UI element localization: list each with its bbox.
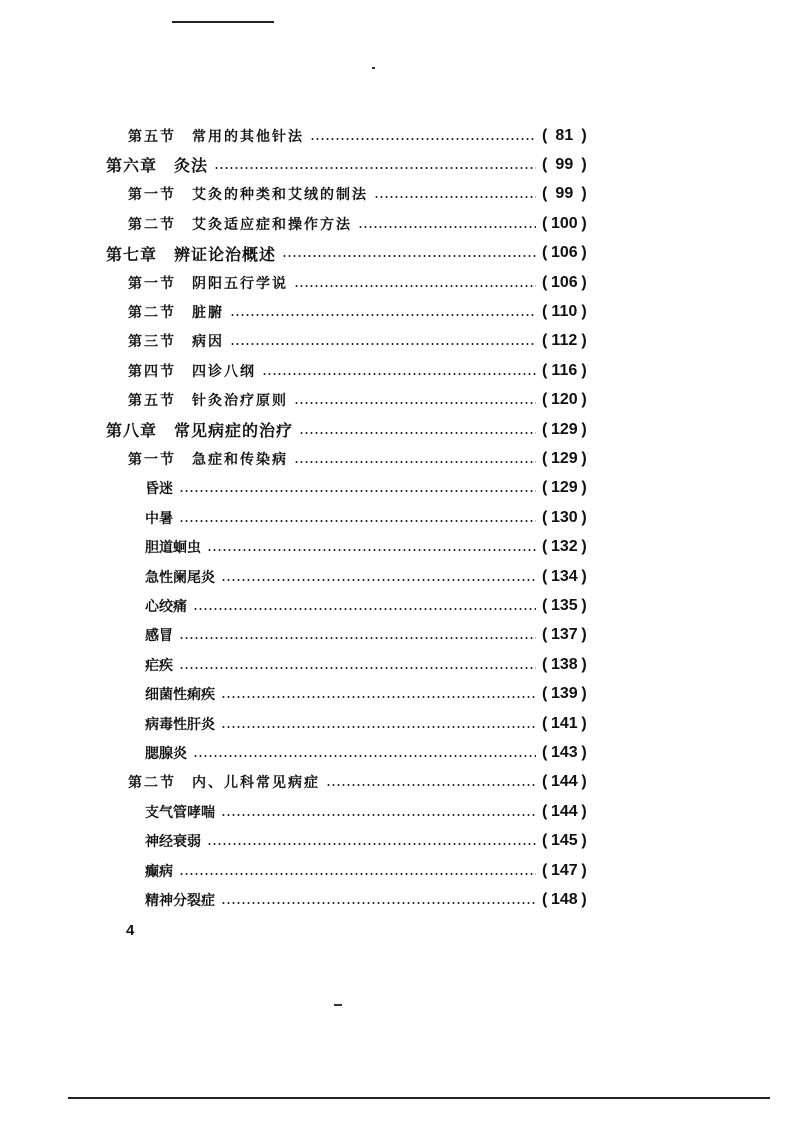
page-number: 106: [550, 244, 578, 262]
page-number: 100: [550, 214, 578, 232]
toc-entry: [0, 239, 602, 268]
toc-entry-title: 第八章 常见病症的治疗: [106, 421, 294, 440]
toc-entry: [0, 386, 602, 415]
toc-entry-title: 感冒: [145, 628, 173, 645]
toc-entry-title: 癫病: [145, 863, 173, 880]
toc-entry-page: ( 110 ): [542, 302, 587, 320]
toc-entry-page: ( 135 ): [542, 596, 587, 614]
toc-entry-title: 急性阑尾炎: [145, 569, 215, 586]
toc-entry: [0, 768, 602, 797]
dot-leader: [179, 490, 536, 492]
toc-entry-page: ( 137 ): [542, 626, 587, 644]
footer-page-number: 4: [126, 922, 135, 939]
toc-entry-title: 精神分裂症: [145, 892, 215, 909]
toc-entry-page: ( 106 ): [542, 244, 587, 262]
toc-entry-title: 神经衰弱: [145, 834, 201, 851]
page-number: 112: [551, 332, 578, 350]
toc-entry-page: ( 130 ): [542, 508, 587, 526]
toc-entry-page: ( 145 ): [542, 832, 587, 850]
dot-leader: [230, 343, 536, 345]
toc-entry: [0, 268, 602, 297]
top-rule: [172, 21, 274, 23]
toc-entry-title: 中暑: [145, 510, 173, 527]
dot-leader: [214, 167, 536, 169]
toc-entry-page: ( 129 ): [542, 420, 587, 438]
toc-entry: [0, 797, 602, 826]
toc-entry: [0, 856, 602, 885]
dot-leader: [310, 138, 536, 140]
dot-leader: [193, 755, 536, 757]
toc-entry-title: 腮腺炎: [145, 745, 187, 762]
toc-entry: [0, 533, 602, 562]
toc-entry-title: 第四节 四诊八纲: [128, 363, 256, 380]
toc-entry-title: 第一节 阴阳五行学说: [128, 275, 288, 292]
page-number: 143: [550, 743, 578, 761]
toc-entry: [0, 474, 602, 503]
toc-entry-title: 第七章 辨证论治概述: [106, 244, 277, 264]
page-number: 134: [550, 567, 578, 585]
page-number: 141: [550, 714, 578, 732]
toc-entry-page: ( 120 ): [542, 391, 587, 409]
toc-entry: [0, 591, 602, 620]
toc-entry: [0, 415, 602, 444]
page-number: 116: [551, 361, 578, 379]
page-number: 137: [550, 626, 578, 644]
toc-entry-title: 支气管哮喘: [145, 804, 215, 821]
dot-leader: [179, 520, 536, 522]
toc-entry-title: 第五节 针灸治疗原则: [128, 393, 288, 410]
toc-entry: [0, 885, 602, 914]
page-number: 147: [550, 861, 578, 879]
dot-leader: [230, 314, 536, 316]
page-number: 135: [550, 596, 578, 614]
toc-entry: [0, 297, 602, 326]
toc-entry-page: ( 129 ): [542, 449, 587, 467]
toc-entry-title: 细菌性痢疾: [145, 687, 215, 704]
toc-entry: [0, 738, 602, 767]
toc-entry-page: ( 144 ): [542, 773, 587, 791]
toc-entry: [0, 680, 602, 709]
toc-entry-title: 第一节 急症和传染病: [128, 451, 288, 468]
page-number: 129: [550, 420, 578, 438]
dot-leader: [221, 902, 536, 904]
page-number: 106: [550, 273, 578, 291]
toc-entry-title: 第五节 常用的其他针法: [128, 128, 304, 145]
toc-entry: [0, 180, 602, 209]
page-number: 130: [550, 508, 578, 526]
toc-entry: [0, 209, 602, 238]
toc-entry: [0, 150, 602, 179]
toc-entry-page: ( 141 ): [542, 714, 587, 732]
page-number: 144: [550, 802, 578, 820]
page-number: 129: [550, 449, 578, 467]
dot-leader: [326, 784, 536, 786]
page-number: 145: [550, 832, 578, 850]
page-number: 99: [555, 185, 574, 203]
toc-entry-page: ( 148 ): [542, 890, 587, 908]
toc-entry-page: ( 116 ): [542, 361, 587, 379]
page-number: 139: [550, 685, 578, 703]
toc-entry-title: 第二节 内、儿科常见病症: [128, 775, 320, 792]
toc-entry-page: ( 147 ): [542, 861, 587, 879]
dot-leader: [358, 226, 536, 228]
dot-leader: [294, 461, 536, 463]
dot-leader: [299, 432, 536, 434]
page-number: 99: [555, 155, 574, 173]
toc-entry-title: 病毒性肝炎: [145, 716, 215, 733]
page-number: 138: [550, 655, 578, 673]
toc-entry-title: 昏迷: [145, 481, 173, 498]
toc-entry-page: ( 134 ): [542, 567, 587, 585]
scan-speck: [334, 1004, 342, 1006]
toc-entry-title: 第二节 艾灸适应症和操作方法: [128, 216, 352, 233]
dot-leader: [294, 402, 536, 404]
toc-entry: [0, 356, 602, 385]
toc-entry-page: ( 100 ): [542, 214, 587, 232]
page-number: 129: [550, 479, 578, 497]
dot-leader: [282, 255, 536, 257]
dot-leader: [221, 814, 536, 816]
toc-entry: [0, 562, 602, 591]
dot-leader: [179, 637, 536, 639]
toc-entry: [0, 121, 602, 150]
toc-entry-page: ( 139 ): [542, 685, 587, 703]
toc-entry: [0, 621, 602, 650]
page-number: 120: [550, 391, 578, 409]
dot-leader: [207, 549, 536, 551]
toc-entry: [0, 444, 602, 473]
toc-entry-title: 胆道蛔虫: [145, 540, 201, 557]
dot-leader: [374, 196, 536, 198]
toc-entry-page: ( 81 ): [542, 126, 587, 144]
toc-entry-page: ( 112 ): [542, 332, 587, 350]
page-number: 148: [550, 890, 578, 908]
dot-leader: [294, 285, 536, 287]
dot-leader: [207, 843, 536, 845]
toc-entry: [0, 709, 602, 738]
toc-entry-title: 第二节 脏腑: [128, 304, 224, 321]
scan-speck: [372, 67, 375, 69]
dot-leader: [221, 726, 536, 728]
page-number: 144: [550, 773, 578, 791]
toc-entry-page: ( 138 ): [542, 655, 587, 673]
toc-entry-page: ( 99 ): [542, 155, 587, 173]
toc-entry-page: ( 132 ): [542, 538, 587, 556]
toc-entry-page: ( 143 ): [542, 743, 587, 761]
toc-entry: [0, 650, 602, 679]
toc-entry-title: 疟疾: [145, 657, 173, 674]
toc-entry-title: 心绞痛: [145, 598, 187, 615]
toc-entry: [0, 503, 602, 532]
toc-entry-title: 第一节 艾灸的种类和艾绒的制法: [128, 187, 368, 204]
dot-leader: [179, 667, 536, 669]
bottom-rule: [68, 1097, 770, 1099]
toc-entry-page: ( 99 ): [542, 185, 587, 203]
toc-entry: [0, 327, 602, 356]
dot-leader: [221, 579, 536, 581]
toc-entry-title: 第六章 灸法: [106, 156, 209, 176]
toc-entry-page: ( 106 ): [542, 273, 587, 291]
page-number: 132: [550, 538, 578, 556]
toc-entry: [0, 827, 602, 856]
dot-leader: [262, 373, 536, 375]
toc-entry-title: 第三节 病因: [128, 334, 224, 351]
dot-leader: [179, 873, 536, 875]
toc-entry-page: ( 129 ): [542, 479, 587, 497]
dot-leader: [221, 696, 536, 698]
page-number: 81: [555, 126, 574, 144]
dot-leader: [193, 608, 536, 610]
page-number: 110: [551, 302, 578, 320]
toc-entry-page: ( 144 ): [542, 802, 587, 820]
